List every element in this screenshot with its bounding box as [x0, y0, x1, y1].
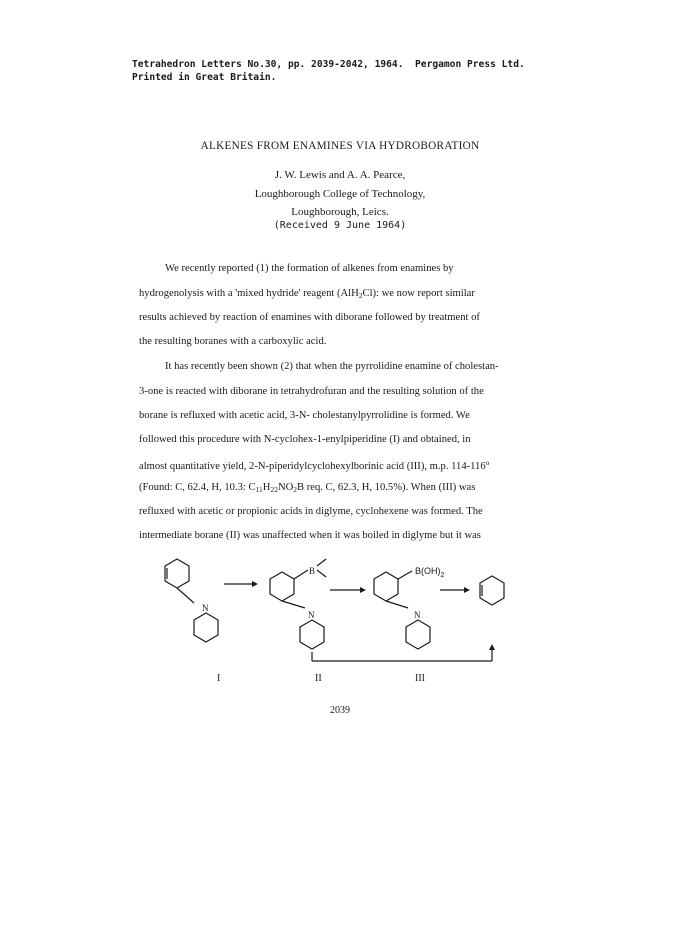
text-line: followed this procedure with N-cyclohex-1-enylpiperidine (I) and obtained, in [139, 434, 471, 445]
compound-I-structure [165, 559, 218, 642]
header-printed: Printed in Great Britain. [132, 72, 277, 83]
received-date: (Received 9 June 1964) [273, 220, 407, 231]
text-span: NO [277, 482, 294, 493]
subscript: 2 [358, 291, 363, 300]
text-span: Cl): we now report similar [362, 288, 475, 299]
nitrogen-label: N [202, 603, 209, 613]
superscript: o [485, 458, 490, 467]
compound-label-III: III [415, 673, 425, 684]
page-number: 2039 [330, 705, 350, 716]
reaction-scheme [140, 558, 560, 688]
article-title: ALKENES FROM ENAMINES VIA HYDROBORATION [200, 140, 480, 152]
text-span: almost quantitative yield, 2-N-piperidylcyclohexylborinic acid (III), m.p. 114-116 [139, 461, 486, 472]
text-line: the resulting boranes with a carboxylic acid. [139, 336, 327, 347]
text-line [139, 288, 475, 300]
text-line: refluxed with acetic or propionic acids in diglyme, cyclohexene was formed. The [139, 506, 483, 517]
cyclohexene-structure [480, 576, 504, 605]
subscript: 11 [255, 485, 263, 494]
reaction-arrow [330, 587, 366, 593]
authors: J. W. Lewis and A. A. Pearce, [274, 169, 406, 181]
borinic-acid-label [415, 566, 445, 579]
text-line: It has recently been shown (2) that when the pyrrolidine enamine of cholestan- [165, 361, 499, 372]
compound-label-II: II [315, 673, 322, 684]
affiliation-town: Loughborough, Leics. [291, 206, 389, 218]
boron-label: B [309, 566, 316, 576]
text-span: (Found: C, 62.4, H, 10.3: C [139, 482, 256, 493]
bypass-arrow [312, 644, 495, 661]
subscript: 2 [440, 572, 445, 579]
text-line [139, 458, 489, 472]
text-line: intermediate borane (II) was unaffected when it was boiled in diglyme but it was [139, 530, 481, 541]
text-span: B(OH) [415, 566, 441, 576]
compound-label-I: I [217, 673, 221, 684]
text-span: B req. C, 62.3, H, 10.5%). When (III) was [297, 482, 476, 493]
header-citation: Tetrahedron Letters No.30, pp. 2039-2042, 1964. Pergamon Press Ltd. [132, 59, 525, 70]
text-line: borane is refluxed with acetic acid, 3-N- cholestanylpyrrolidine is formed. We [139, 410, 470, 421]
journal-header [132, 58, 525, 84]
text-line: results achieved by reaction of enamines with diborane followed by treatment of [139, 312, 480, 323]
nitrogen-label: N [308, 610, 315, 620]
subscript: 22 [270, 485, 278, 494]
text-line: We recently reported (1) the formation of alkenes from enamines by [165, 263, 454, 274]
text-span: hydrogenolysis with a 'mixed hydride' reagent (AlH [139, 288, 359, 299]
nitrogen-label: N [414, 610, 421, 620]
reaction-arrow [224, 581, 258, 587]
subscript: 2 [293, 485, 297, 494]
compound-III-structure [374, 571, 430, 649]
reaction-arrow [440, 587, 470, 593]
text-line: 3-one is reacted with diborane in tetrahydrofuran and the resulting solution of the [139, 386, 484, 397]
text-span: H [262, 482, 271, 493]
text-line [139, 482, 475, 494]
compound-II-structure [270, 559, 326, 649]
affiliation-college: Loughborough College of Technology, [254, 188, 426, 200]
